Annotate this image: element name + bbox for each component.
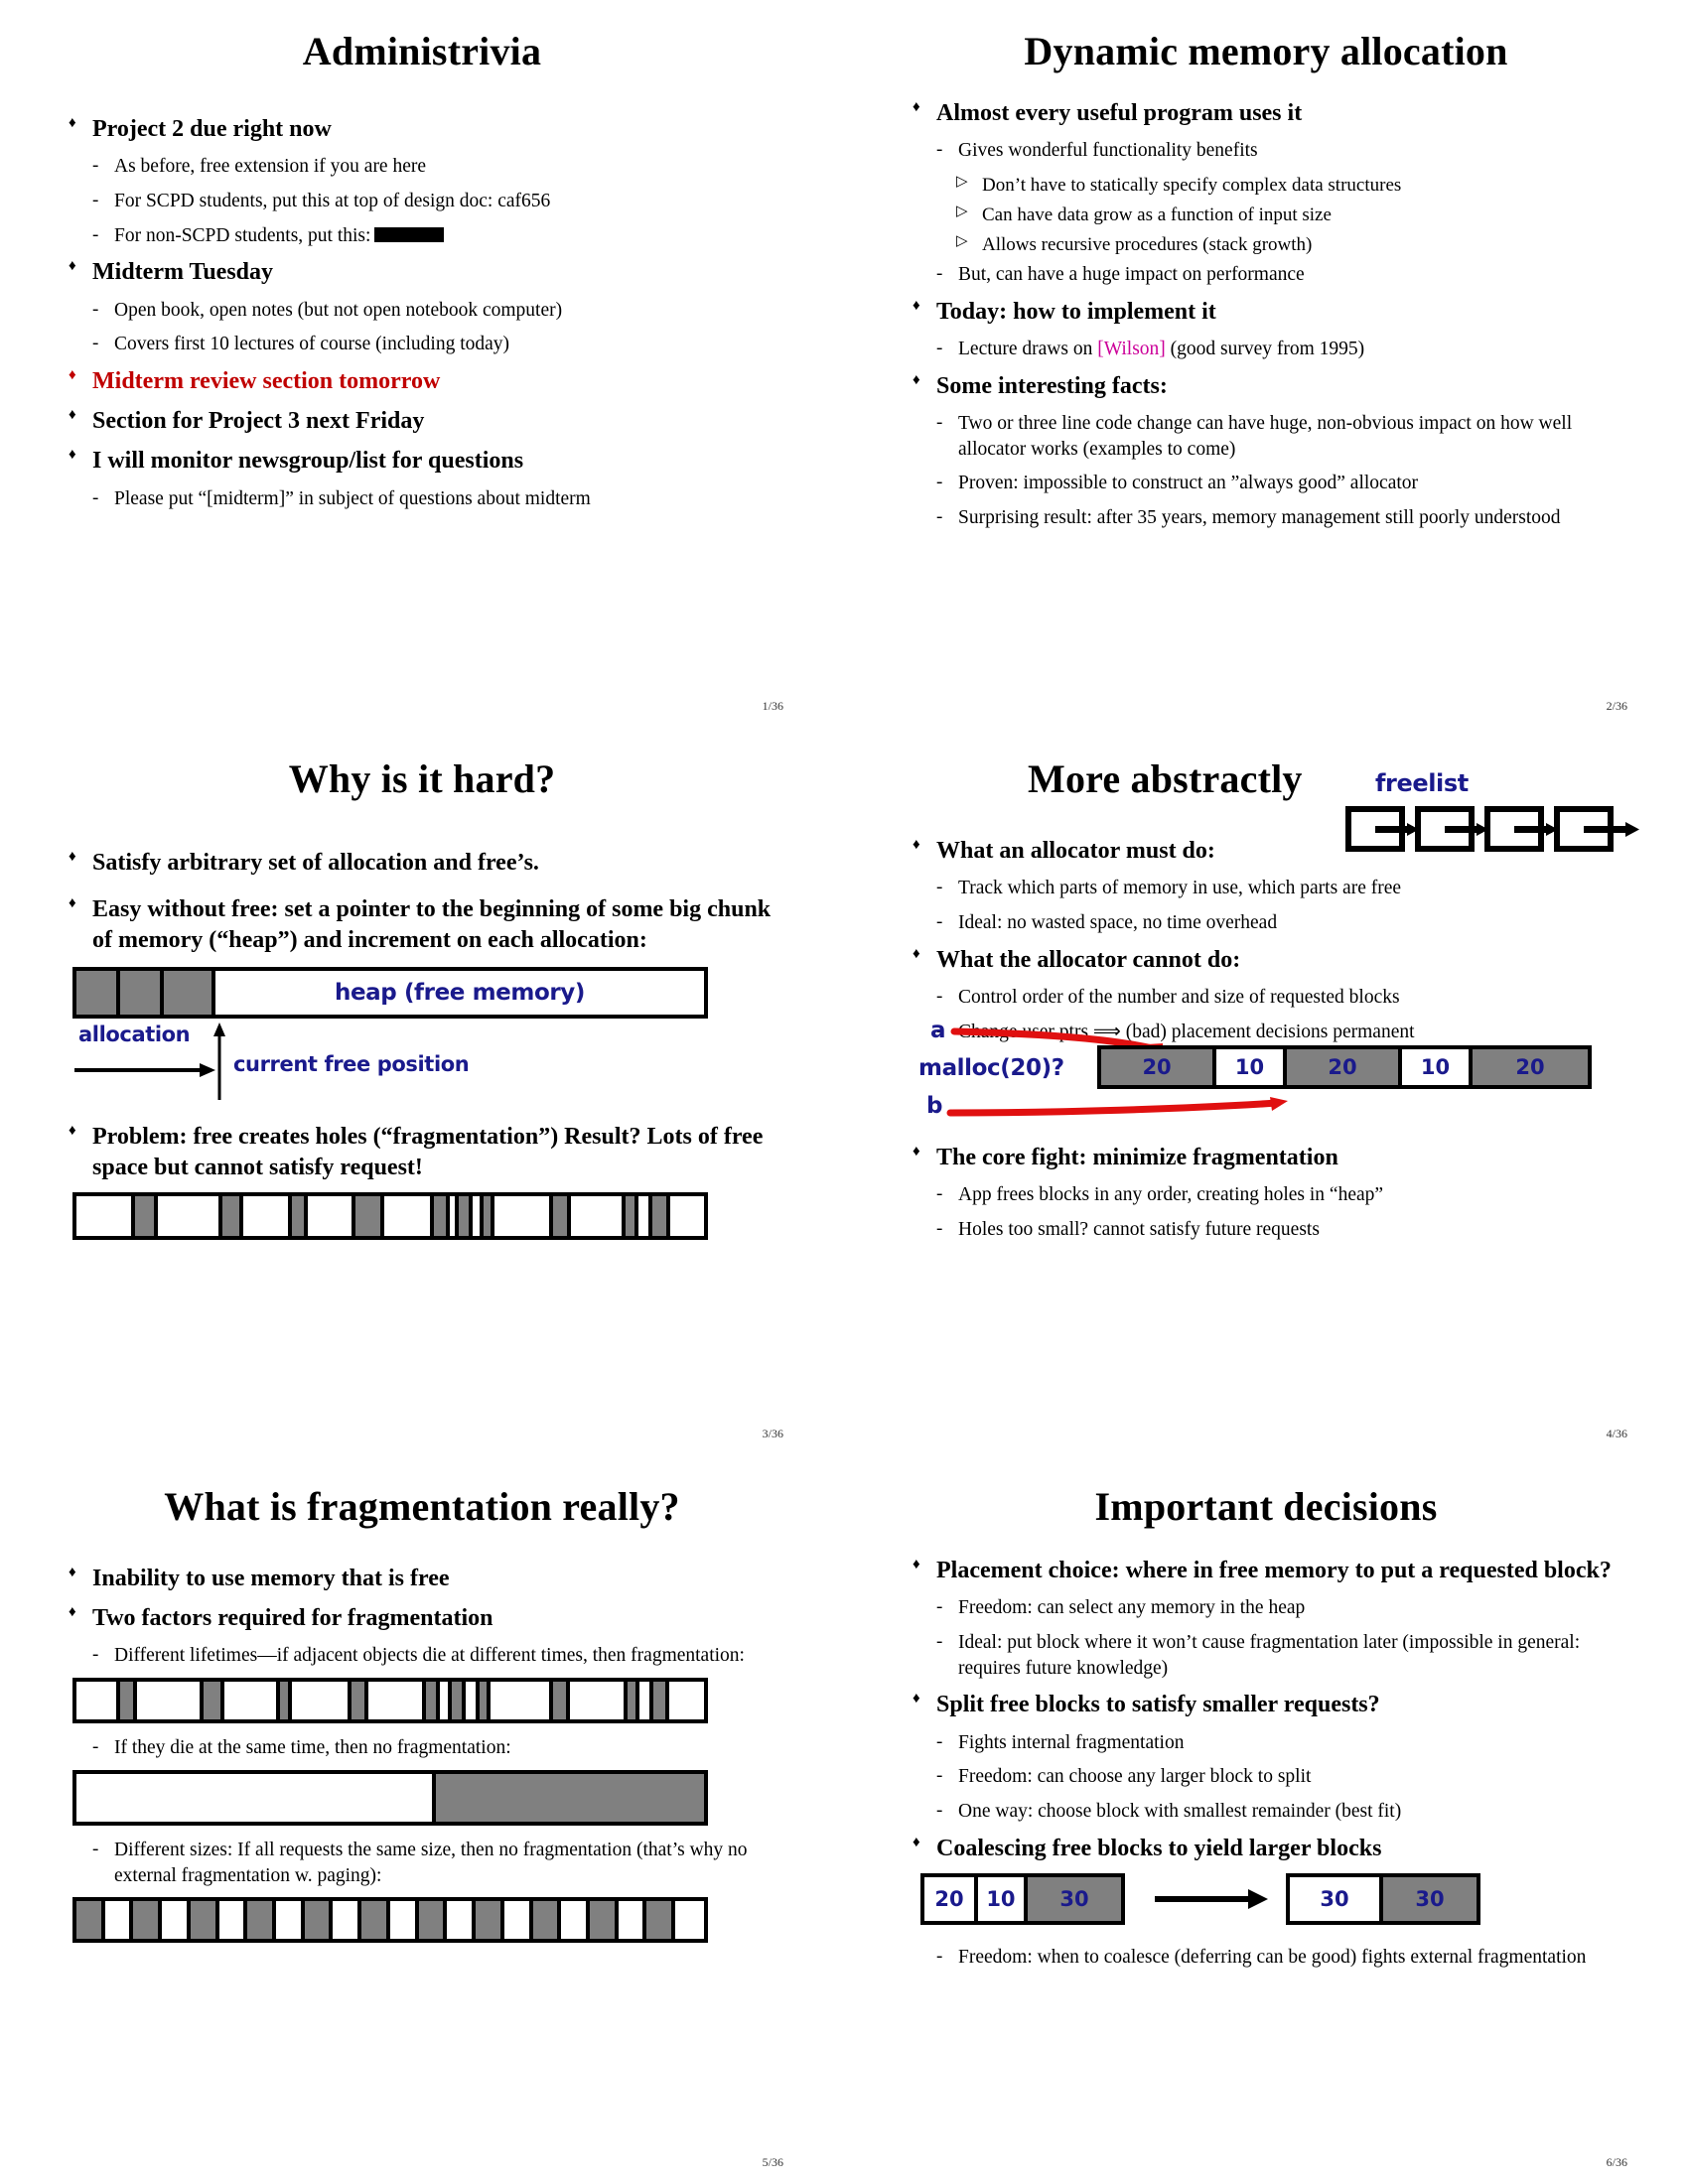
free-block: [669, 1682, 704, 1719]
slide-what-is-fragmentation-really: [0, 1455, 844, 2184]
bullet-item: ♦ Some interesting facts:: [899, 371, 1633, 402]
bullet-item: - Freedom: can choose any larger block to split: [922, 1764, 1633, 1790]
free-block: [466, 1682, 480, 1719]
slide-title: Administrivia: [302, 29, 542, 73]
bar-same-size: [72, 1897, 708, 1943]
used-block: [305, 1901, 334, 1939]
free-block: [292, 1682, 352, 1719]
used-block: [352, 1682, 367, 1719]
page-number: 5/36: [762, 2155, 783, 2169]
bar-same-time: [72, 1770, 708, 1826]
bullet-item: ♦ Section for Project 3 next Friday: [55, 406, 789, 437]
slide-why-is-it-hard: [0, 728, 844, 1455]
slide-title: Important decisions: [1094, 1484, 1438, 1529]
free-block: [494, 1196, 553, 1236]
free-block: [333, 1901, 361, 1939]
bullet-item: - Track which parts of memory in use, which parts are free: [922, 876, 1633, 901]
bullet-item: - As before, free extension if you are here: [78, 154, 789, 180]
sub-bullet-list: [78, 298, 789, 357]
used-block: [135, 1196, 158, 1236]
used-block: [533, 1901, 562, 1939]
block-size-label: 20: [934, 1886, 964, 1911]
allocated-cell: [76, 971, 120, 1015]
bullet-item: ▷ Don’t have to statically specify complex data structures: [946, 173, 1633, 198]
bullet-item: - One way: choose block with smallest remainder (best fit): [922, 1799, 1633, 1825]
slide-title: Why is it hard?: [288, 756, 556, 801]
bullet-item: ▷ Can have data grow as a function of input size: [946, 203, 1633, 227]
page-number: 1/36: [762, 699, 783, 713]
used-block: [204, 1682, 224, 1719]
block-size-label: 30: [1320, 1886, 1349, 1911]
used-block: [434, 1196, 450, 1236]
free-block: [243, 1196, 293, 1236]
block-size-label: 10: [1234, 1055, 1265, 1079]
sub-sub-bullet-list: [946, 173, 1633, 257]
block-size-label: 20: [1515, 1055, 1545, 1079]
used-block: [361, 1901, 390, 1939]
bullet-item: ♦ Inability to use memory that is free: [55, 1564, 789, 1594]
malloc-request-label: malloc(20)?: [918, 1055, 1064, 1081]
block-size-label: 30: [1415, 1886, 1445, 1911]
bullet-item: - Please put “[midterm]” in subject of questions about midterm: [78, 486, 789, 512]
sub-bullet-list: [922, 1730, 1633, 1825]
sub-bullet-list: [922, 411, 1633, 531]
redaction-bar-icon: [374, 227, 444, 242]
used-block: [484, 1196, 494, 1236]
bullet-item: - Two or three line code change can have huge, non-obvious impact on how well allocator works (examples to come): [922, 411, 1633, 462]
sub-bullet-list: [78, 1838, 789, 1888]
bullet-item: - For SCPD students, put this at top of design doc: caf656: [78, 189, 789, 214]
bullet-item: ♦ Satisfy arbitrary set of allocation and free’s.: [55, 848, 789, 879]
bullet-item: - Ideal: no wasted space, no time overhead: [922, 910, 1633, 936]
free-block: [308, 1196, 355, 1236]
memory-block: [978, 1877, 1028, 1921]
bullet-list: [899, 98, 1633, 531]
freelist-label: freelist: [1375, 769, 1469, 797]
memory-block: [924, 1877, 978, 1921]
slide-dynamic-memory-allocation: [844, 0, 1688, 728]
bullet-item: - Change user ptrs ⟹ (bad) placement decisions permanent: [922, 1020, 1633, 1045]
free-block: [76, 1682, 120, 1719]
free-block: [76, 1774, 436, 1822]
allocation-label: allocation: [78, 1022, 191, 1046]
used-block: [247, 1901, 276, 1939]
free-block: [162, 1901, 191, 1939]
heap-diagram: [72, 967, 708, 1106]
slide-title: What is fragmentation really?: [164, 1484, 680, 1529]
used-block: [120, 1682, 136, 1719]
citation-link[interactable]: [Wilson]: [1097, 339, 1166, 360]
free-block: [491, 1682, 553, 1719]
bullet-item: - Different lifetimes—if adjacent objects die at different times, then fragmentation:: [78, 1643, 789, 1669]
used-block: [480, 1682, 492, 1719]
slide-more-abstractly: [844, 728, 1688, 1455]
sub-bullet-list: [922, 1182, 1633, 1242]
bullet-list: [55, 848, 789, 957]
block-size-label: 30: [1059, 1886, 1089, 1911]
bullet-item-highlight: ♦ Midterm review section tomorrow: [55, 366, 789, 397]
sub-bullet-list: [78, 486, 789, 512]
fragmentation-bar: [72, 1192, 708, 1240]
coalesce-before: [920, 1873, 1125, 1925]
block-size-label: 20: [1142, 1055, 1172, 1079]
free-region: [215, 971, 704, 1015]
slide-title: Dynamic memory allocation: [1024, 29, 1508, 73]
coalesce-after: [1286, 1873, 1480, 1925]
bullet-item: - Fights internal fragmentation: [922, 1730, 1633, 1756]
free-block: [639, 1682, 653, 1719]
used-block: [459, 1196, 473, 1236]
used-block: [436, 1774, 704, 1822]
used-block: [355, 1196, 384, 1236]
free-block: [638, 1196, 652, 1236]
bullet-item: - Ideal: put block where it won’t cause fragmentation later (impossible in general: requires future knowledge): [922, 1630, 1633, 1681]
coalesce-diagram: [920, 1873, 1576, 1931]
bullet-item: ♦ Problem: free creates holes (“fragmentation”) Result? Lots of free space but cannot satisfy request!: [55, 1122, 789, 1183]
free-block: [219, 1901, 248, 1939]
sub-bullet-list: [78, 1643, 789, 1669]
page-number: 2/36: [1606, 699, 1627, 713]
used-block: [553, 1682, 569, 1719]
bullet-item: ♦ The core fight: minimize fragmentation: [899, 1143, 1633, 1173]
sub-bullet-list: [78, 1735, 789, 1761]
free-block: [619, 1901, 647, 1939]
allocated-cell: [164, 971, 215, 1015]
bullet-item: - App frees blocks in any order, creating holes in “heap”: [922, 1182, 1633, 1208]
sub-bullet-list: [922, 337, 1633, 362]
free-block: [276, 1901, 305, 1939]
free-block: [675, 1901, 704, 1939]
used-block: [76, 1901, 105, 1939]
bullet-item: ♦ Placement choice: where in free memory to put a requested block?: [899, 1556, 1633, 1586]
bullet-item: ♦ Today: how to implement it: [899, 297, 1633, 328]
slide-administrivia: [0, 0, 844, 728]
block-size-label: 20: [1328, 1055, 1357, 1079]
used-block: [628, 1682, 639, 1719]
memory-blocks: [1097, 1045, 1592, 1089]
bullet-item: - Proven: impossible to construct an ”always good” allocator: [922, 471, 1633, 496]
used-block: [476, 1901, 504, 1939]
used-block: [646, 1901, 675, 1939]
bullet-item: - Gives wonderful functionality benefits: [922, 138, 1633, 164]
free-block: [224, 1682, 280, 1719]
free-block: [137, 1682, 205, 1719]
slide-important-decisions: [844, 1455, 1688, 2184]
pointer-b-label: b: [926, 1093, 943, 1119]
bullet-item: - Surprising result: after 35 years, memory management still poorly understood: [922, 505, 1633, 531]
memory-block: [1402, 1049, 1473, 1085]
free-block: [473, 1196, 484, 1236]
free-block: [105, 1901, 134, 1939]
block-size-label: 10: [1420, 1055, 1451, 1079]
citation-prefix: Lecture draws on: [958, 339, 1098, 360]
memory-block: [1101, 1049, 1216, 1085]
bullet-item: - But, can have a huge impact on performance: [922, 262, 1633, 288]
sub-bullet-list: [78, 154, 789, 248]
free-block: [571, 1196, 625, 1236]
bullet-item: - Control order of the number and size of requested blocks: [922, 985, 1633, 1011]
bullet-item: - If they die at the same time, then no fragmentation:: [78, 1735, 789, 1761]
bullet-item: - Freedom: when to coalesce (deferring can be good) fights external fragmentation: [922, 1945, 1633, 1971]
free-block: [390, 1901, 419, 1939]
page-number: 3/36: [762, 1427, 783, 1440]
bullet-list: [899, 836, 1633, 1044]
bullet-list: [55, 1735, 789, 1761]
sub-bullet-list: [922, 1595, 1633, 1681]
bullet-text: For non-SCPD students, put this:: [114, 224, 371, 246]
pointer-a-label: a: [930, 1018, 946, 1043]
bullet-item-citation: [922, 337, 1633, 362]
used-block: [553, 1196, 571, 1236]
heap-bar: [72, 967, 708, 1019]
bullet-item: ♦ Split free blocks to satisfy smaller requests?: [899, 1690, 1633, 1720]
bullet-item: ▷ Allows recursive procedures (stack growth): [946, 232, 1633, 257]
bullet-item: - Different sizes: If all requests the same size, then no fragmentation (that’s why no external fragmentation w. paging):: [78, 1838, 789, 1888]
bullet-item: ♦ Midterm Tuesday: [55, 257, 789, 288]
bullet-list: [899, 1945, 1633, 1971]
used-block: [653, 1682, 669, 1719]
bullet-item: ♦ Coalescing free blocks to yield larger blocks: [899, 1834, 1633, 1864]
used-block: [426, 1682, 440, 1719]
bullet-item: - Covers first 10 lectures of course (including today): [78, 332, 789, 357]
used-block: [452, 1682, 466, 1719]
bullet-item: - Holes too small? cannot satisfy future requests: [922, 1217, 1633, 1243]
free-block: [158, 1196, 223, 1236]
bullet-item: ♦ Easy without free: set a pointer to the beginning of some big chunk of memory (“heap”) and increment on each allocation:: [55, 894, 789, 956]
used-block: [626, 1196, 639, 1236]
sub-bullet-list: [922, 876, 1633, 935]
transform-arrow-icon: [1151, 1873, 1280, 1925]
page-number: 6/36: [1606, 2155, 1627, 2169]
free-block: [384, 1196, 434, 1236]
sub-bullet-list: [922, 1945, 1633, 1971]
bullet-item: ♦ What an allocator must do:: [899, 836, 1633, 867]
free-block: [368, 1682, 426, 1719]
bullet-list: [55, 1564, 789, 1669]
used-block: [280, 1682, 292, 1719]
bullet-item-redacted: [78, 223, 789, 249]
bullet-list: [55, 1122, 789, 1183]
bullet-list: [55, 114, 789, 511]
free-block: [76, 1196, 135, 1236]
free-block: [450, 1196, 459, 1236]
free-block: [670, 1196, 704, 1236]
bullet-list: [55, 1838, 789, 1888]
bar-different-lifetimes: [72, 1678, 708, 1723]
memory-block: [1287, 1049, 1402, 1085]
memory-block: [1028, 1877, 1121, 1921]
memory-block: [1473, 1049, 1588, 1085]
citation-suffix: (good survey from 1995): [1165, 339, 1365, 360]
bullet-item: - Open book, open notes (but not open notebook computer): [78, 298, 789, 324]
free-block: [504, 1901, 533, 1939]
heap-label: heap (free memory): [334, 979, 585, 1006]
malloc-diagram: [909, 1018, 1643, 1137]
used-block: [292, 1196, 308, 1236]
memory-block: [1216, 1049, 1287, 1085]
free-block: [570, 1682, 628, 1719]
bullet-item: ♦ Almost every useful program uses it: [899, 98, 1633, 129]
used-block: [590, 1901, 619, 1939]
bullet-item: ♦ I will monitor newsgroup/list for questions: [55, 446, 789, 477]
used-block: [419, 1901, 448, 1939]
current-free-position-label: current free position: [233, 1051, 470, 1076]
block-size-label: 10: [986, 1886, 1016, 1911]
used-block: [133, 1901, 162, 1939]
used-block: [652, 1196, 670, 1236]
bullet-list: [899, 1556, 1633, 1864]
free-block: [447, 1901, 476, 1939]
free-block: [561, 1901, 590, 1939]
bullet-item: - Freedom: can select any memory in the heap: [922, 1595, 1633, 1621]
slide-title: More abstractly: [1028, 756, 1303, 801]
bullet-item: ♦ What the allocator cannot do:: [899, 945, 1633, 976]
memory-block: [1383, 1877, 1477, 1921]
memory-block: [1290, 1877, 1383, 1921]
free-block: [440, 1682, 452, 1719]
bullet-item: ♦ Project 2 due right now: [55, 114, 789, 145]
used-block: [222, 1196, 242, 1236]
bullet-list: [899, 1143, 1633, 1252]
page-number: 4/36: [1606, 1427, 1627, 1440]
allocated-cell: [120, 971, 164, 1015]
used-block: [191, 1901, 219, 1939]
sub-bullet-list: [922, 138, 1633, 288]
bullet-item: ♦ Two factors required for fragmentation: [55, 1603, 789, 1634]
